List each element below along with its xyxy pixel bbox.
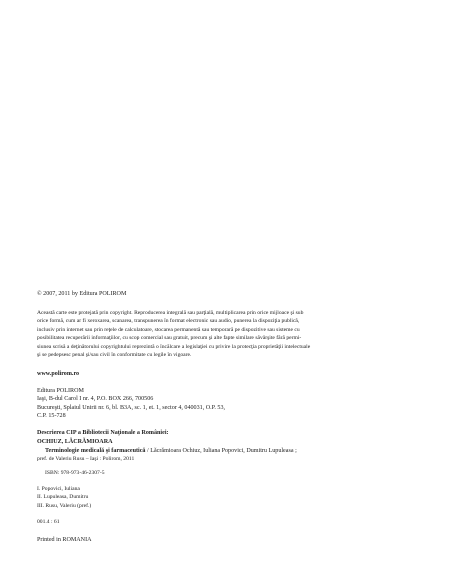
website-link[interactable]: www.polirom.ro [37,371,80,377]
cip-authors: OCHIUZ, LĂCRĂMIOARA [37,439,113,446]
rights-line: orice formă, cum ar fi xeroxarea, scanarea, transpunerea în format electronic sau audio, punerea la dispoziţia publică, [37,318,300,325]
cip-imprint: pref. de Valeriu Rusu – Iaşi : Polirom, 2011 [37,456,135,463]
rights-line: şi se pedepsesc penal şi/sau civil în conformitate cu legile în vigoare. [37,352,192,359]
publisher-address-line: Iaşi, B-dul Carol I nr. 4, P.O. BOX 266, 700506 [37,396,154,403]
website-block [37,370,419,378]
rights-line: Această carte este protejată prin copyright. Reproducerea integrală sau parţială, multiplicarea prin orice mijloace şi sub [37,310,304,316]
rights-line: siunea scrisă a deţinătorului copyrightului reprezintă o încălcare a legislaţiei cu privire la protecţia proprietăţii intelectuale [37,343,311,350]
printed-block [37,536,419,544]
rights-paragraph [37,309,419,359]
cip-block [37,429,419,527]
publisher-address-line: Bucureşti, Splaiul Unirii nr. 6, bl. B3A, sc. 1, et. 1, sector 4, 040031, O.P. 53, [37,404,226,411]
cip-entry: II. Lupuleasa, Dumitru [37,494,89,501]
rights-line: posibilitatea recuperării informaţiilor, cu scop comercial sau gratuit, precum şi alte fapte similare săvârşite fără permi- [37,335,302,342]
cip-entry: I. Popovici, Iuliana [37,486,80,493]
cip-entry: III. Rusu, Valeriu (pref.) [37,502,92,509]
publisher-block [37,387,419,421]
cip-isbn: ISBN: 978-973-46-2307-5 [45,469,105,476]
cip-responsibility: / Lăcrămioara Ochiuz, Iuliana Popovici, Dumitru Lupuleasa ; [145,447,297,454]
publisher-name: Editura POLIROM [37,388,84,394]
printed-in: Printed in ROMANIA [37,537,92,543]
cip-heading: Descrierea CIP a Bibliotecii Naţionale a României: [37,430,169,436]
copyright-notice [37,290,419,298]
publisher-address-line: C.P. 15-728 [37,413,66,420]
cip-title-line [37,447,419,455]
cip-title: Terminologie medicală şi farmaceutică [45,447,146,454]
rights-line: inclusiv prin internet sau prin reţele de calculatoare, stocarea permanentă sau temporară pe dispozitive sau sisteme cu [37,326,300,333]
cip-classification: 001.4 : 61 [37,519,60,526]
copyright-line: © 2007, 2011 by Editura POLIROM [37,291,127,297]
